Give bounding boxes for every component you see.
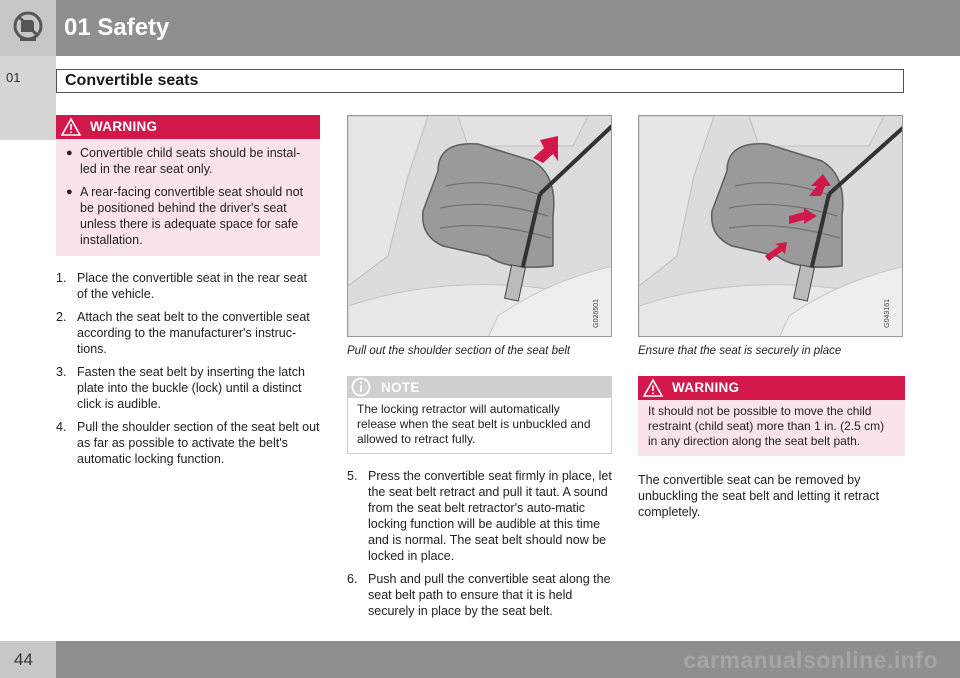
page-number: 44 [14,650,33,669]
warning-triangle-icon [642,378,664,398]
body-paragraph: The convertible seat can be removed by unbuckling the seat belt and letting it retract completely. [638,473,880,519]
step-number: 4. [56,420,67,434]
warning-header [56,115,320,139]
step-number: 1. [56,271,67,285]
figure-code: G026501 [593,299,600,328]
instruction-list [347,468,612,619]
warning-bullet-text: A rear-facing convertible seat should not be positioned behind the driver's seat unless there is adequate space for safe installation. [80,185,304,247]
instruction-step [56,309,320,357]
warning-box [638,376,905,456]
section-title-box [56,69,904,93]
step-number: 5. [347,469,358,483]
instruction-step [347,571,612,619]
instruction-step [56,364,320,412]
instruction-step [56,270,320,302]
figure-caption: Ensure that the seat is securely in place [638,345,842,357]
warning-header [638,376,905,400]
page-footer [0,641,960,678]
warning-body [56,139,320,256]
step-text: Pull the shoulder section of the seat belt out as far as possible to activate the belt's automatic locking function. [77,420,320,466]
note-body: The locking retractor will automatically release when the seat belt is unbuckled and allowed to retract fully. [347,398,612,454]
chapter-header [0,0,960,56]
figure-caption: Pull out the shoulder section of the seat belt [347,345,571,357]
step-text: Push and pull the convertible seat along the seat belt path to ensure that it is held securely in place by the seat belt. [368,572,611,618]
warning-label: WARNING [672,380,740,395]
step-text: Fasten the seat belt by inserting the latch plate into the buckle (lock) until a distinct click is audible. [77,365,305,411]
column-1 [56,115,320,474]
no-child-seat-icon [12,10,44,44]
instruction-list [56,270,320,467]
warning-bullet [66,145,310,177]
bullet-dot: ● [66,147,73,159]
instruction-step [347,468,612,564]
warning-label: WARNING [90,119,158,134]
column-2 [347,115,612,626]
note-label: NOTE [381,380,420,395]
step-text: Press the convertible seat firmly in place, let the seat belt retract and pull it taut. A sound from the seat belt retractor's auto-matic locking function will be audible at this time and is normal. The seat belt should now be locked in place. [368,469,612,563]
step-text: Place the convertible seat in the rear seat of the vehicle. [77,271,307,301]
child-seat-illustration [348,116,612,337]
chapter-tab [0,56,56,140]
instruction-step [56,419,320,467]
step-number: 2. [56,310,67,324]
column-3 [638,115,905,520]
step-number: 6. [347,572,358,586]
info-icon [351,377,371,397]
child-seat-illustration [639,116,903,337]
bullet-dot: ● [66,186,73,198]
chapter-title: 01 Safety [64,14,170,41]
chapter-tab-label: 01 [6,70,21,85]
figure-code: G043161 [884,299,891,328]
illustration-pull-belt [347,115,612,337]
warning-bullet [66,184,310,248]
illustration-secure-seat [638,115,903,337]
step-text: Attach the seat belt to the convertible seat according to the manufacturer's instruc-tions. [77,310,310,356]
warning-triangle-icon [60,117,82,137]
note-header [347,376,612,398]
step-number: 3. [56,365,67,379]
warning-body: It should not be possible to move the child restraint (child seat) more than 1 in. (2.5 cm) in any direction along the seat belt path. [638,400,905,456]
warning-bullet-text: Convertible child seats should be instal-led in the rear seat only. [80,146,301,176]
watermark: carmanualsonline.info [683,647,938,673]
chapter-icon-box [0,0,56,56]
page-number-box [0,641,56,678]
section-title: Convertible seats [65,72,199,89]
